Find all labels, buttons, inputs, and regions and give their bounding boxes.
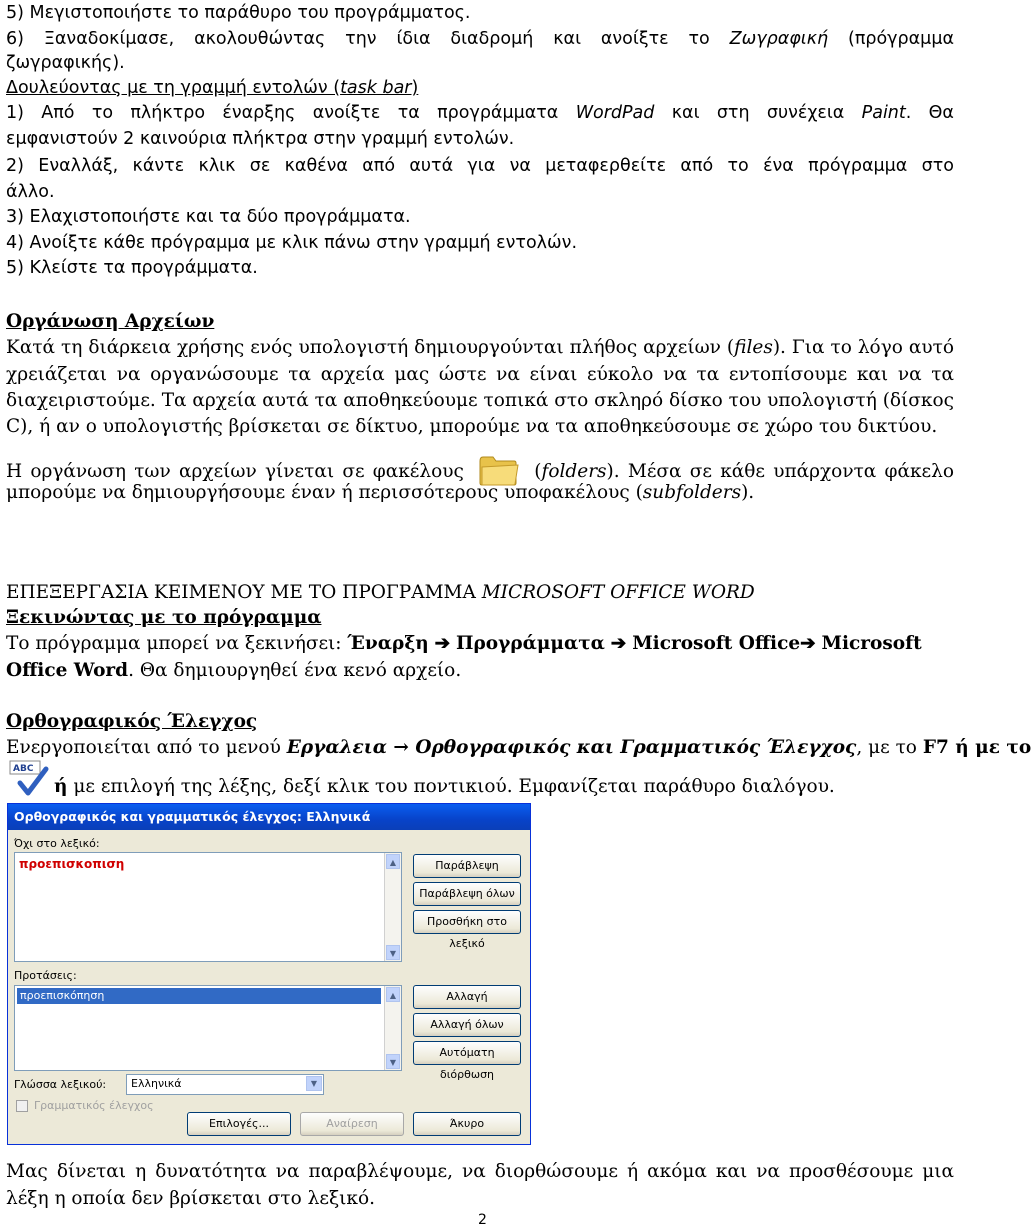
scroll-up-icon[interactable]: ▲	[386, 854, 400, 869]
taskbar-heading: Δουλεύοντας με τη γραμμή εντολών (task bar)	[6, 78, 419, 98]
scroll-up-icon[interactable]: ▲	[386, 987, 400, 1002]
taskbar-step-5: 5) Κλείστε τα προγράμματα.	[6, 258, 258, 278]
scrollbar[interactable]	[384, 986, 401, 1070]
options-button[interactable]: Επιλογές...	[187, 1112, 291, 1136]
scrollbar[interactable]	[384, 853, 401, 961]
spell-p1: Ενεργοποιείται από το μενού Εργαλεια → Ορθογραφικός και Γραμματικός Έλεγχος, με το F7 ή με το	[6, 737, 1031, 758]
svg-text:ABC: ABC	[13, 764, 34, 774]
file-org-p6: μπορούμε να δημιουργήσουμε έναν ή περισσότερους υποφακέλους (subfolders).	[6, 482, 755, 503]
ignore-button[interactable]: Παράβλεψη	[413, 854, 521, 878]
word-title: ΕΠΕΞΕΡΓΑΣΙΑ ΚΕΙΜΕΝΟΥ ΜΕ ΤΟ ΠΡΟΓΡΑΜΜΑ MICROSOFT OFFICE WORD	[6, 582, 755, 603]
start-path-cont: Office Word. Θα δημιουργηθεί ένα κενό αρχείο.	[6, 660, 462, 681]
closing-p1: Μας δίνεται η δυνατότητα να παραβλέψουμε, να διορθώσουμε ή ακόμα και να προσθέσουμε μια	[6, 1161, 954, 1182]
taskbar-step-4: 4) Ανοίξτε κάθε πρόγραμμα με κλικ πάνω στην γραμμή εντολών.	[6, 233, 578, 253]
ignore-all-button[interactable]: Παράβλεψη όλων	[413, 882, 521, 906]
taskbar-step-2-cont: άλλο.	[6, 182, 55, 202]
change-all-button[interactable]: Αλλαγή όλων	[413, 1013, 521, 1037]
page-number: 2	[478, 1212, 487, 1228]
spelling-check-icon	[8, 759, 52, 799]
not-in-dictionary-label: Όχι στο λεξικό:	[14, 837, 100, 850]
taskbar-step-1: 1) Από το πλήκτρο έναρξης ανοίξτε τα προγράμματα WordPad και στη συνέχεια Paint. Θα	[6, 103, 954, 123]
dialog-title: Ορθογραφικός και γραμματικός έλεγχος: Ελληνικά	[8, 804, 530, 830]
file-org-p5: Η οργάνωση των αρχείων γίνεται σε φακέλους (folders). Μέσα σε κάθε υπάρχοντα φάκελο	[6, 453, 954, 487]
scroll-down-icon[interactable]: ▼	[386, 945, 400, 960]
file-org-p3: διαχειριστούμε. Τα αρχεία αυτά τα αποθηκεύουμε τοπικά στο σκληρό δίσκο του υπολογιστή (δίσκος	[6, 390, 954, 411]
spell-heading: Ορθογραφικός Έλεγχος	[6, 711, 258, 732]
not-in-dictionary-box[interactable]	[14, 852, 402, 962]
spell-p2: ή με επιλογή της λέξης, δεξί κλικ του ποντικιού. Εμφανίζεται παράθυρο διαλόγου.	[54, 776, 835, 797]
file-org-heading: Οργάνωση Αρχείων	[6, 311, 215, 332]
arrow-icon: ➔	[434, 633, 451, 654]
cancel-button[interactable]: Άκυρο	[413, 1112, 521, 1136]
misspelled-word: προεπισκοπιση	[19, 857, 125, 871]
suggestions-list[interactable]	[14, 985, 402, 1071]
step-6-paint-cont: ζωγραφικής).	[6, 53, 125, 73]
add-to-dictionary-button[interactable]: Προσθήκη στο λεξικό	[413, 910, 521, 934]
file-org-p4: C), ή αν ο υπολογιστής βρίσκεται σε δίκτυο, μπορούμε να τα αποθηκεύσουμε σε χώρο του δικτύου.	[6, 416, 938, 437]
suggestions-label: Προτάσεις:	[14, 969, 77, 982]
start-path: Το πρόγραμμα μπορεί να ξεκινήσει: Έναρξη ➔ Προγράμματα ➔ Microsoft Office➔ Microsoft	[6, 633, 922, 654]
suggestion-item[interactable]: προεπισκόπηση	[17, 988, 381, 1004]
grammar-checkbox-label: Γραμματικός έλεγχος	[34, 1099, 154, 1112]
taskbar-step-1-cont: εμφανιστούν 2 καινούρια πλήκτρα στην γραμμή εντολών.	[6, 129, 515, 149]
taskbar-step-2: 2) Εναλλάξ, κάντε κλικ σε καθένα από αυτά για να μεταφερθείτε από το ένα πρόγραμμα στο	[6, 156, 954, 176]
dictionary-language-label: Γλώσσα λεξικού:	[14, 1078, 107, 1091]
grammar-checkbox[interactable]	[16, 1100, 28, 1112]
chevron-down-icon[interactable]: ▼	[306, 1076, 322, 1091]
arrow-icon: ➔	[610, 633, 627, 654]
start-heading: Ξεκινώντας με το πρόγραμμα	[6, 607, 322, 628]
file-org-p1: Κατά τη διάρκεια χρήσης ενός υπολογιστή δημιουργούνται πλήθος αρχείων (files). Για το λόγο αυτό	[6, 337, 954, 358]
spelling-dialog	[7, 803, 531, 1145]
step-5-maximize: 5) Μεγιστοποιήστε το παράθυρο του προγράμματος.	[6, 3, 471, 23]
scroll-down-icon[interactable]: ▼	[386, 1054, 400, 1069]
file-org-p2: χρειάζεται να οργανώσουμε τα αρχεία μας ώστε να είναι εύκολο να τα εντοπίσουμε και να τα	[6, 364, 954, 385]
step-6-paint: 6) Ξαναδοκίμασε, ακολουθώντας την ίδια διαδρομή και ανοίξτε το Ζωγραφική (πρόγραμμα	[6, 29, 954, 49]
undo-button[interactable]: Αναίρεση	[300, 1112, 404, 1136]
dictionary-language-select[interactable]: Ελληνικά ▼	[126, 1074, 324, 1095]
change-button[interactable]: Αλλαγή	[413, 985, 521, 1009]
closing-p2: λέξη η οποία δεν βρίσκεται στο λεξικό.	[6, 1188, 376, 1209]
taskbar-step-3: 3) Ελαχιστοποιήστε και τα δύο προγράμματα.	[6, 207, 411, 227]
autocorrect-button[interactable]: Αυτόματη διόρθωση	[413, 1041, 521, 1065]
arrow-icon: ➔	[800, 633, 816, 654]
